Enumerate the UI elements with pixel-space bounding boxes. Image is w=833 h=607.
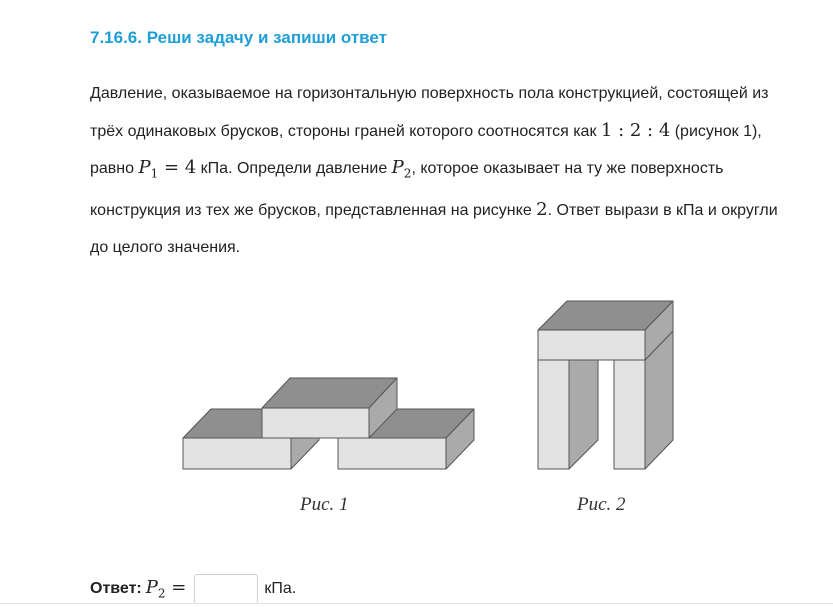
- p2-sub: 2: [403, 166, 412, 181]
- p1-value: = 4: [158, 157, 197, 178]
- answer-unit: кПа.: [264, 580, 297, 597]
- p1-var: P: [138, 157, 151, 178]
- problem-part-1: Давление, оказываемое на горизонтальную поверхность пола конструкцией, состоящей из трёх одинаковых брусков, стороны граней которого соотносятся как: [90, 85, 769, 140]
- answer-row: [90, 574, 296, 604]
- answer-eq: =: [165, 577, 187, 599]
- answer-label: Ответ:: [90, 580, 142, 597]
- p1-sub: 1: [150, 166, 159, 181]
- p2-var: P: [391, 157, 404, 178]
- problem-part-2: (рисунок 1), равно: [90, 122, 762, 177]
- problem-part-3: кПа. Определи давление: [196, 160, 392, 177]
- task-title: 7.16.6. Реши задачу и запиши ответ: [90, 28, 387, 47]
- figure-number: 2: [536, 199, 548, 221]
- answer-sub: 2: [157, 586, 166, 601]
- divider: [0, 603, 833, 604]
- figure-2: [538, 301, 673, 469]
- ratio-formula: 1 : 2 : 4: [600, 119, 671, 141]
- figure-1: [183, 378, 474, 469]
- problem-part-4: , которое оказывает на ту же поверхность конструкция из тех же брусков, представленная на рисунке: [90, 160, 724, 220]
- answer-input[interactable]: [194, 574, 258, 604]
- figure-2-caption: Рис. 2: [577, 494, 626, 515]
- brick-beam: [538, 301, 673, 360]
- answer-formula: [146, 577, 187, 601]
- problem-part-5: . Ответ вырази в кПа и округли до целого значения.: [90, 202, 778, 256]
- figure-1-caption: Рис. 1: [300, 494, 349, 515]
- brick-top: [262, 378, 397, 438]
- answer-var: P: [145, 577, 158, 599]
